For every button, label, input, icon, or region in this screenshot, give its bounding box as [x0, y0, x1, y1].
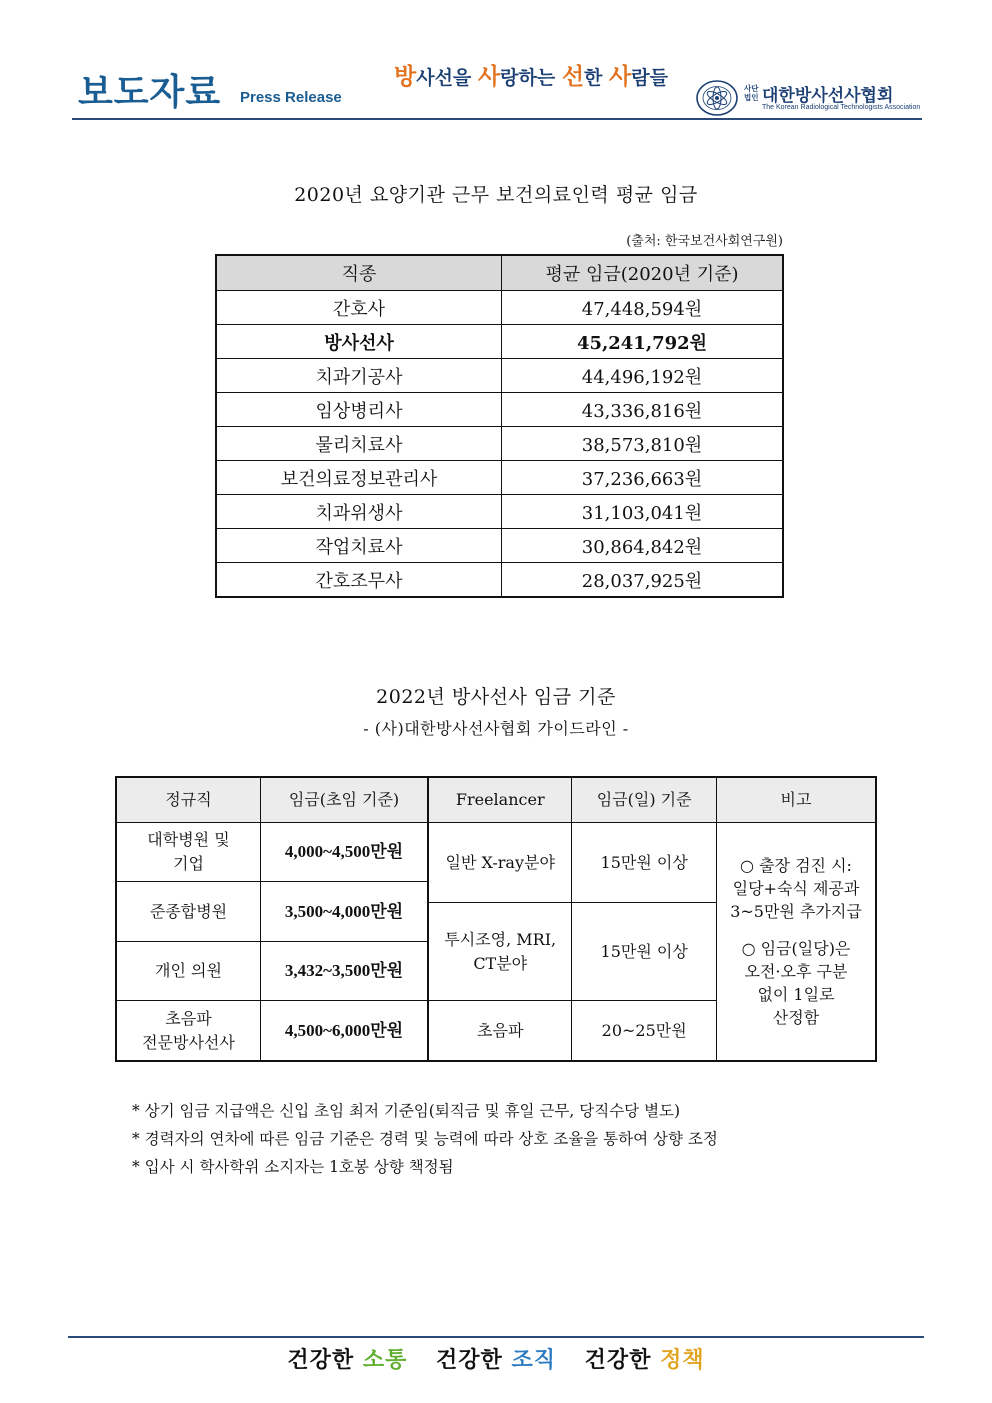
table-row	[116, 823, 876, 882]
table-row	[216, 359, 783, 393]
table-row	[216, 461, 783, 495]
footnotes	[132, 1097, 718, 1181]
slogan-part: 사선을	[416, 67, 478, 89]
table-header-row	[116, 777, 876, 823]
daily-wage-cell: 20~25만원	[572, 1001, 717, 1062]
association-emblem-icon	[694, 78, 740, 118]
wage-cell: 47,448,594원	[502, 291, 784, 325]
slogan-part: 사	[477, 64, 501, 90]
column-header-remarks: 비고	[716, 777, 876, 823]
job-cell: 치과위생사	[216, 495, 502, 529]
footer-word: 소통	[362, 1348, 408, 1373]
wage-cell: 28,037,925원	[502, 563, 784, 598]
footer-word: 정책	[660, 1348, 705, 1373]
job-cell: 작업치료사	[216, 529, 502, 563]
table-row	[216, 393, 783, 427]
regular-type-cell: 개인 의원	[116, 942, 260, 1001]
regular-type-label: 대학병원 및 기업	[147, 830, 230, 873]
job-cell: 간호사	[216, 291, 502, 325]
table-row	[216, 529, 783, 563]
slogan-part: 사	[609, 64, 632, 90]
job-cell: 임상병리사	[216, 393, 502, 427]
freelancer-type-label: 투시조영, MRI, CT분야	[444, 929, 557, 973]
freelancer-type-cell: 초음파	[428, 1001, 572, 1062]
freelancer-type-label: 일반 X-ray분야	[445, 852, 555, 872]
remark-spacer	[721, 923, 871, 937]
wage-cell: 45,241,792원	[502, 325, 784, 359]
remark-travel: ○ 출장 검진 시: 일당+숙식 제공과 3~5만원 추가지급	[730, 856, 862, 921]
footer-word: 건강한	[287, 1348, 355, 1373]
footer-word: 건강한	[436, 1348, 503, 1373]
wage-cell: 43,336,816원	[502, 393, 784, 427]
job-cell: 물리치료사	[216, 427, 502, 461]
remarks-cell	[716, 823, 876, 1062]
regular-salary-cell: 3,500~4,000만원	[260, 882, 428, 942]
slogan-part: 방	[394, 64, 417, 90]
table-row-highlighted	[216, 325, 783, 359]
daily-wage-cell: 15만원 이상	[572, 823, 717, 903]
regular-salary-cell: 3,432~3,500만원	[260, 942, 428, 1001]
regular-salary-cell: 4,000~4,500만원	[260, 823, 428, 882]
wage-2022-subtitle: - (사)대한방사선사협회 가이드라인 -	[363, 719, 629, 738]
footnote: * 입사 시 학사학위 소지자는 1호봉 상향 책정됨	[132, 1158, 454, 1176]
slogan-part: 람들	[631, 67, 668, 89]
wage-2020-title: 2020년 요양기관 근무 보건의료인력 평균 임금	[294, 184, 698, 206]
wage-cell: 44,496,192원	[502, 359, 784, 393]
column-header-job: 직종	[216, 255, 502, 291]
association-type-label: 사단법인	[744, 84, 759, 102]
press-release-subtitle: Press Release	[240, 89, 342, 106]
regular-type-cell: 준종합병원	[116, 882, 260, 942]
column-header-regular: 정규직	[116, 777, 260, 823]
press-release-title: 보도자료	[78, 72, 222, 113]
footer-motto	[0, 1343, 992, 1374]
remark-daily-wage: ○ 임금(일당)은 오전·오후 구분 없이 1일로 산정함	[741, 939, 851, 1027]
freelancer-type-cell	[428, 823, 572, 903]
footnote: * 경력자의 연차에 따른 임금 기준은 경력 및 능력에 따라 상호 조율을 통하여 상향 조정	[132, 1130, 718, 1148]
table-row	[216, 563, 783, 598]
wage-cell: 38,573,810원	[502, 427, 784, 461]
job-cell: 치과기공사	[216, 359, 502, 393]
table-row	[216, 291, 783, 325]
daily-wage-cell: 15만원 이상	[572, 903, 717, 1001]
association-name: 대한방사선사협회	[762, 86, 894, 106]
table-row	[216, 495, 783, 529]
wage-2020-table	[215, 254, 784, 598]
regular-type-cell	[116, 1001, 260, 1062]
column-header-daily-wage: 임금(일) 기준	[572, 777, 717, 823]
wage-cell: 37,236,663원	[502, 461, 784, 495]
table-header-row	[216, 255, 783, 291]
wage-2020-source: (출처: 한국보건사회연구원)	[626, 234, 783, 249]
slogan-part: 선	[561, 64, 585, 90]
association-english-name: The Korean Radiological Technologists Association	[762, 104, 921, 111]
column-header-regular-salary: 임금(초임 기준)	[260, 777, 428, 823]
regular-salary-cell: 4,500~6,000만원	[260, 1001, 428, 1062]
wage-cell: 30,864,842원	[502, 529, 784, 563]
footer-word: 건강한	[584, 1348, 652, 1373]
wage-2022-table	[115, 776, 877, 1062]
slogan	[394, 58, 668, 91]
slogan-part: 한	[584, 67, 610, 89]
job-cell: 간호조무사	[216, 563, 502, 598]
column-header-wage: 평균 임금(2020년 기준)	[502, 255, 784, 291]
footer-divider	[68, 1336, 924, 1338]
freelancer-type-cell	[428, 903, 572, 1001]
association-logo-block	[694, 78, 922, 118]
job-cell: 방사선사	[216, 325, 502, 359]
header-divider	[72, 118, 922, 120]
job-cell: 보건의료정보관리사	[216, 461, 502, 495]
wage-2022-title: 2022년 방사선사 임금 기준	[376, 686, 616, 708]
footnote: * 상기 임금 지급액은 신입 초임 최저 기준임(퇴직금 및 휴일 근무, 당직수당 별도)	[132, 1102, 681, 1120]
footer-word: 조직	[511, 1348, 556, 1373]
page-header	[72, 58, 922, 120]
regular-type-cell	[116, 823, 260, 882]
slogan-part: 랑하는	[500, 67, 562, 89]
column-header-freelancer: Freelancer	[428, 777, 572, 823]
regular-type-label: 초음파 전문방사선사	[142, 1008, 235, 1052]
wage-cell: 31,103,041원	[502, 495, 784, 529]
table-row	[216, 427, 783, 461]
